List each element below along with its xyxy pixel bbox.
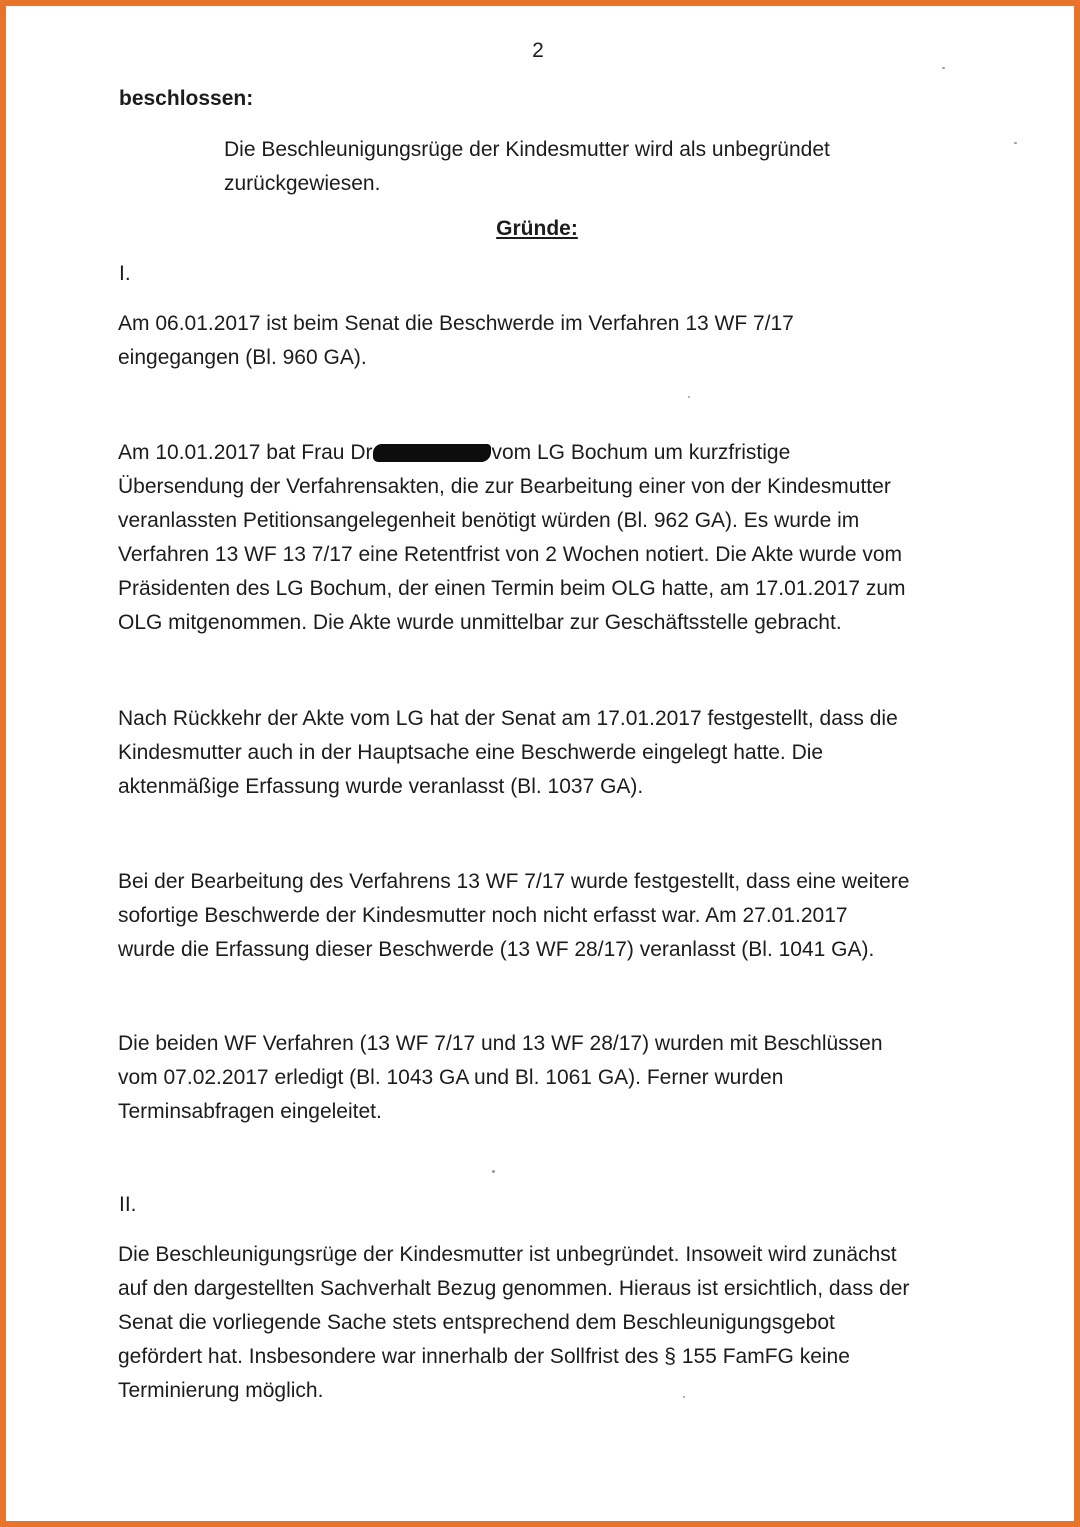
paragraph: [118, 307, 968, 375]
paragraph-line: veranlassten Petitionsangelegenheit benötigt würden (Bl. 962 GA). Es wurde im: [118, 509, 860, 532]
paragraph-line: Kindesmutter auch in der Hauptsache eine Beschwerde eingelegt hatte. Die: [118, 741, 824, 764]
paragraph-line: Übersendung der Verfahrensakten, die zur Bearbeitung einer von der Kindesmutter: [118, 475, 891, 498]
decided-heading: beschlossen:: [119, 87, 254, 110]
paragraph-line: Senat die vorliegende Sache stets entsprechend dem Beschleunigungsgebot: [118, 1311, 835, 1334]
paragraph-line: [118, 436, 968, 470]
scan-speck: [683, 1396, 685, 1398]
paragraph-line: wurde die Erfassung dieser Beschwerde (13 WF 28/17) veranlasst (Bl. 1041 GA).: [118, 938, 875, 961]
paragraph-line: Bei der Bearbeitung des Verfahrens 13 WF 7/17 wurde festgestellt, dass eine weitere: [118, 870, 910, 893]
scan-speck: [942, 67, 945, 69]
paragraph-line: Verfahren 13 WF 13 7/17 eine Retentfrist von 2 Wochen notiert. Die Akte wurde vom: [118, 543, 903, 566]
section-number-1: I.: [119, 262, 131, 285]
scan-speck: [492, 1170, 495, 1173]
ruling-line: Die Beschleunigungsrüge der Kindesmutter wird als unbegründet: [224, 138, 830, 161]
ruling-text: [224, 133, 904, 201]
reasons-heading: Gründe:: [496, 217, 578, 240]
paragraph: [118, 1238, 968, 1408]
line-segment: Am 10.01.2017 bat Frau Dr: [118, 441, 373, 464]
paragraph: [118, 702, 968, 804]
paragraph-line: Nach Rückkehr der Akte vom LG hat der Senat am 17.01.2017 festgestellt, dass die: [118, 707, 898, 730]
redaction-mark: [373, 444, 491, 462]
paragraph-line: Am 06.01.2017 ist beim Senat die Beschwerde im Verfahren 13 WF 7/17: [118, 312, 794, 335]
paragraph-line: aktenmäßige Erfassung wurde veranlasst (Bl. 1037 GA).: [118, 775, 644, 798]
paragraph: [118, 436, 968, 640]
paragraph-line: Terminierung möglich.: [118, 1379, 324, 1402]
page-number: 2: [532, 39, 544, 62]
paragraph-line: gefördert hat. Insbesondere war innerhalb der Sollfrist des § 155 FamFG keine: [118, 1345, 850, 1368]
paragraph-line: sofortige Beschwerde der Kindesmutter noch nicht erfasst war. Am 27.01.2017: [118, 904, 848, 927]
paragraph-line: Präsidenten des LG Bochum, der einen Termin beim OLG hatte, am 17.01.2017 zum: [118, 577, 906, 600]
ruling-line: zurückgewiesen.: [224, 172, 381, 195]
scan-speck: [1014, 142, 1017, 144]
paragraph-line: Terminsabfragen eingeleitet.: [118, 1100, 382, 1123]
scan-speck: [688, 396, 690, 398]
paragraph: [118, 1027, 968, 1129]
line-segment: vom LG Bochum um kurzfristige: [491, 441, 791, 464]
paragraph-line: eingegangen (Bl. 960 GA).: [118, 346, 367, 369]
paragraph-line: auf den dargestellten Sachverhalt Bezug genommen. Hieraus ist ersichtlich, dass der: [118, 1277, 910, 1300]
paragraph: [118, 865, 968, 967]
paragraph-line: Die Beschleunigungsrüge der Kindesmutter ist unbegründet. Insoweit wird zunächst: [118, 1243, 897, 1266]
section-number-2: II.: [119, 1193, 137, 1216]
paragraph-line: vom 07.02.2017 erledigt (Bl. 1043 GA und Bl. 1061 GA). Ferner wurden: [118, 1066, 784, 1089]
paragraph-line: Die beiden WF Verfahren (13 WF 7/17 und 13 WF 28/17) wurden mit Beschlüssen: [118, 1032, 883, 1055]
paragraph-line: OLG mitgenommen. Die Akte wurde unmittelbar zur Geschäftsstelle gebracht.: [118, 611, 842, 634]
